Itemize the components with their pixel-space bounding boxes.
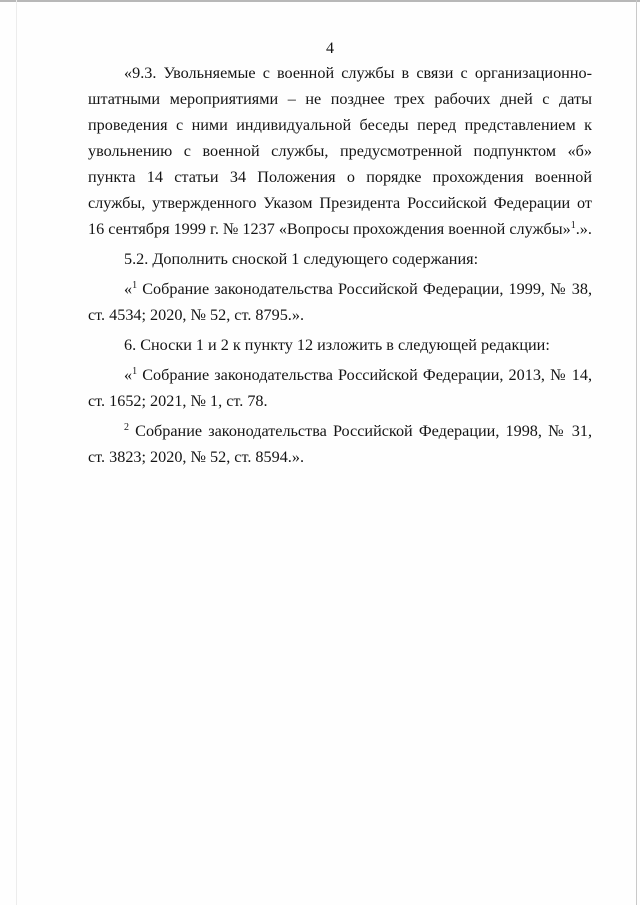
scan-edge-right: [636, 0, 637, 905]
quote-open: «: [124, 366, 133, 384]
page-number: 4: [326, 40, 334, 57]
footnote-mark-1: 1: [132, 366, 138, 377]
footnote-1-revised-text: Собрание законодательства Российской Федерации, 2013, № 14, ст. 1652; 2021, № 1, ст. 78.: [88, 366, 592, 410]
footnote-2-revised-text: Собрание законодательства Российской Федерации, 1998, № 31, ст. 3823; 2020, № 52, ст. 8594.».: [88, 422, 592, 466]
footnote-mark-1: 1: [132, 280, 138, 291]
footnote-2-revised: [88, 418, 592, 470]
paragraph-9-3-end: .».: [575, 220, 592, 238]
footnote-ref-1: 1: [570, 220, 576, 231]
quote-open: «: [124, 280, 133, 298]
paragraph-6: 6. Сноски 1 и 2 к пункту 12 изложить в следующей редакции:: [124, 336, 550, 354]
scan-edge-left: [16, 0, 17, 905]
document-body: [88, 60, 592, 474]
footnote-1-new: [88, 276, 592, 328]
footnote-1-revised: [88, 362, 592, 414]
footnote-1-text: Собрание законодательства Российской Федерации, 1999, № 38, ст. 4534; 2020, № 52, ст. 8795.».: [88, 280, 592, 324]
paragraph-5-2: 5.2. Дополнить сноской 1 следующего содержания:: [124, 250, 479, 268]
footnote-mark-2: 2: [124, 422, 129, 433]
scan-edge-top: [0, 0, 640, 2]
paragraph-9-3-text: «9.3. Увольняемые с военной службы в связи с организационно-штатными мероприятиями – не позднее трех рабочих дней с даты проведения с ними индивидуальной беседы перед представлением к увольнению с военной службы, предусмотренной подпунктом «б» пункта 14 статьи 34 Положения о порядке прохождения военной службы, утвержденного Указом Президента Российской Федерации от 16 сентября 1999 г. № 1237 «Вопросы прохождения военной службы»: [88, 64, 592, 238]
paragraph-9-3: [88, 60, 592, 242]
